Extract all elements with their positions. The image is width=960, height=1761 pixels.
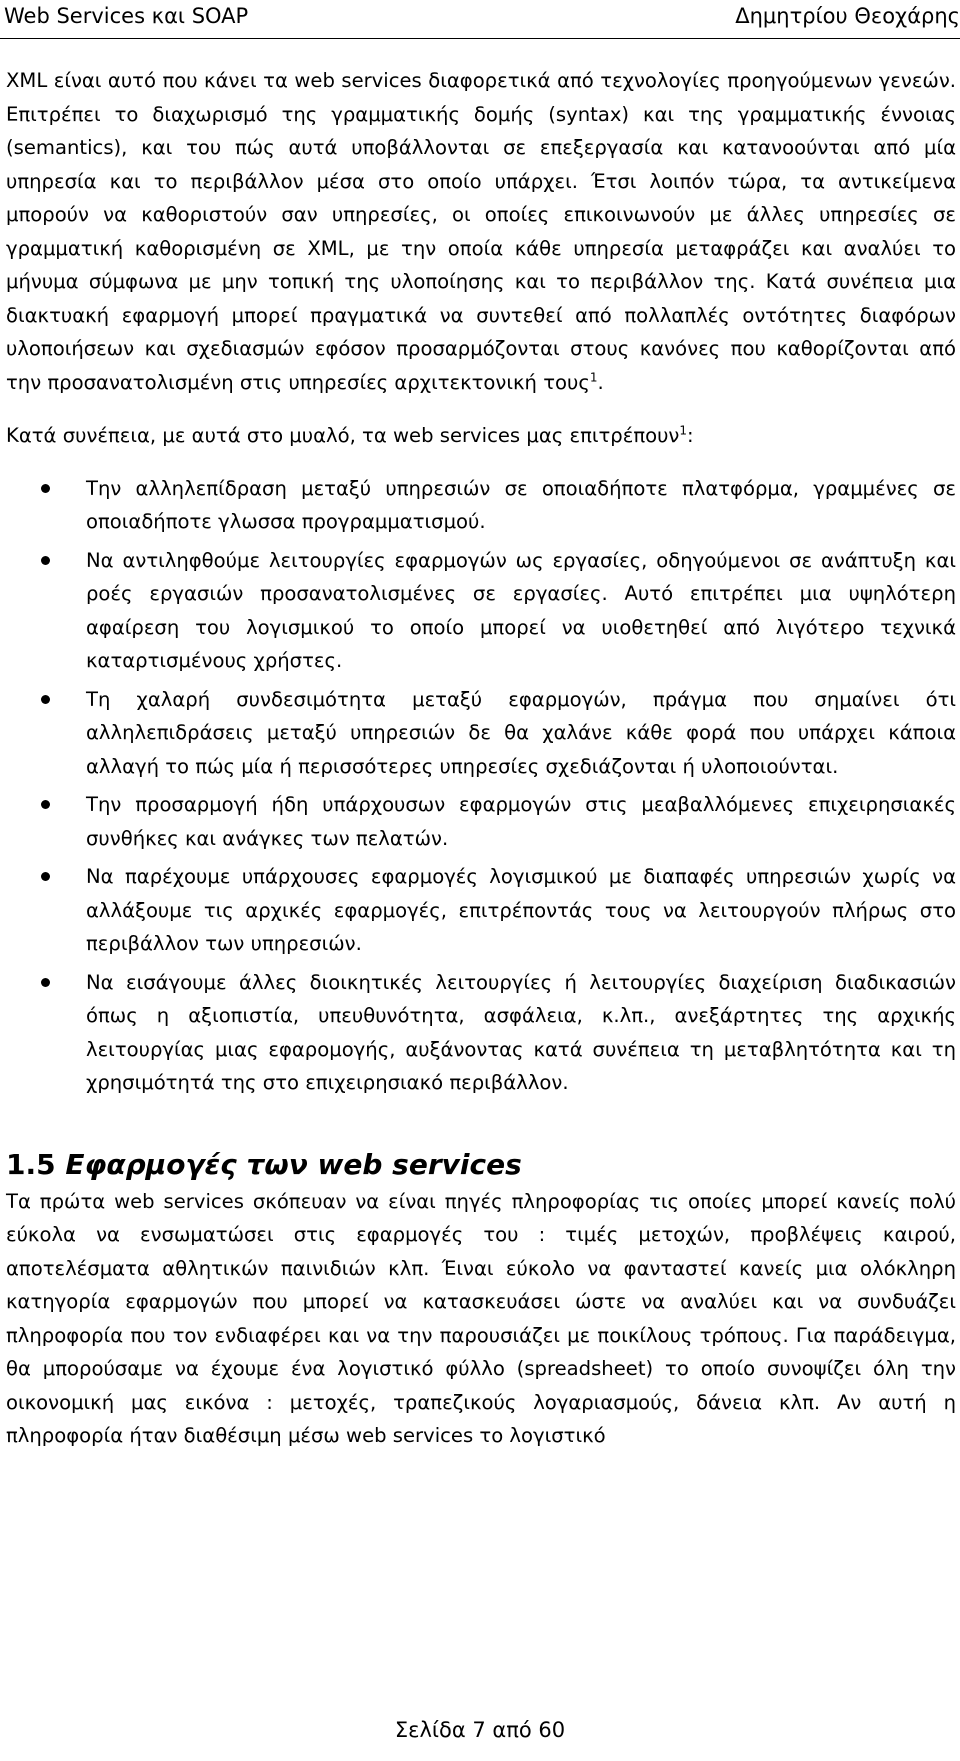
paragraph: Τα πρώτα web services σκόπευαν να είναι πηγές πληροφορίας τις οποίες μπορεί κανείς πολύ εύκολα να ενσωματώσει στις εφαρμογές του : τιμές μετοχών, προβλέψεις καιρού, αποτελέσματα αθλητικών παινιδιών κλπ. Έιναι εύκολο να φανταστεί κανείς μια ολόκληρη κατηγορία εφαρμογών που μπορεί να κατασκευάσει ώστε να αναλύει και να συνδυάζει πληροφορία που τον ενδιαφέρει και να την παρουσιάζει με ποικίλους τρόπους. Για παράδειγμα, θα μπορούσαμε να έχουμε ένα λογιστικό φύλλο (spreadsheet) το οποίο συνοψίζει όλη την οικονομική μας εικόνα : μετοχές, τραπεζικούς λογαριασμούς, δάνεια κλπ. Αν αυτή η πληροφορία ήταν διαθέσιμη μέσω web services το λογιστικό bbox=[6, 1189, 956, 1447]
header-author: Δημητρίου Θεοχάρης bbox=[735, 4, 960, 28]
list-item-text: Να εισάγουμε άλλες διοικητικές λειτουργίες ή λειτουργίες διαχείριση διαδικασιών όπως η αξιοπιστία, υπευθυνότητα, ασφάλεια, κ.λπ., ανεξάρτητες της αρχικής λειτουργίας μιας εφαρομογής, αυξάνοντας κατά συνέπεια τη μεταβλητότητα και τη χρησιμότητά της στο επιχειρησιακό περιβάλλον. bbox=[86, 970, 956, 1094]
section-heading bbox=[6, 1148, 956, 1182]
bullet-icon bbox=[41, 800, 50, 809]
bullet-icon bbox=[41, 695, 50, 704]
bullet-list bbox=[6, 472, 956, 1100]
footnote-ref: 1 bbox=[589, 369, 598, 384]
footnote-ref: 1 bbox=[679, 423, 688, 438]
paragraph-text: XML είναι αυτό που κάνει τα web services διαφορετικά από τεχνολογίες προηγούμενων γενεών. Επιτρέπει το διαχωρισμό της γραμματικής δομής (syntax) και της γραμματικής έννοιας (semantics), και του πώς αυτά υποβάλλονται σε επεξεργασία και κατανοούνται από μία υπηρεσία και το περιβάλλον μέσα στο οποίο υπάρχει. Έτσι λοιπόν τώρα, τα αντικείμενα μπορούν να καθοριστούν σαν υπηρεσίες, οι οποίες επικοινωνούν με άλλες υπηρεσίες σε γραμματική καθορισμένη σε XML, με την οποία κάθε υπηρεσία μεταφράζει και αναλύει το μήνυμα σύμφωνα με μην τοπική της υλοποίησης και το περιβάλλον της. Κατά συνέπεια μια διακτυακή εφαρμογή μπορεί πραγματικά να συντεθεί από πολλαπλές οντότητες διαφόρων υλοποιήσεων και σχεδιασμών εφόσον προσαρμόζονται στους κανόνες που καθορίζονται από την προσανατολισμένη στις υπηρεσίες αρχιτεκτονική τους bbox=[6, 69, 956, 394]
list-item bbox=[6, 860, 956, 961]
paragraph-text: Κατά συνέπεια, με αυτά στο μυαλό, τα web services μας επιτρέπουν bbox=[6, 424, 680, 447]
list-item-text: Να αντιληφθούμε λειτουργίες εφαρμογών ως εργασίες, οδηγούμενοι σε ανάπτυξη και ροές εργασιών προσανατολισμένες σε εργασίες. Αυτό επιτρέπει μια υψηλότερη αφαίρεση του λογισμικού το οποίο μπορεί να υιοθετηθεί από λιγότερο τεχνικά καταρτισμένους χρήστες. bbox=[86, 548, 956, 672]
list-item bbox=[6, 966, 956, 1100]
bullet-icon bbox=[41, 556, 50, 565]
list-item-text: Την προσαρμογή ήδη υπάρχουσων εφαρμογών στις μεαβαλλόμενες επιχειρησιακές συνθήκες και ανάγκες των πελατών. bbox=[86, 793, 956, 850]
paragraph bbox=[6, 419, 956, 453]
section-title: Εφαρμογές των web services bbox=[65, 1147, 522, 1181]
page-footer: Σελίδα 7 από 60 bbox=[394, 1718, 566, 1742]
bullet-icon bbox=[41, 872, 50, 881]
header-title: Web Services και SOAP bbox=[4, 4, 249, 28]
list-item bbox=[6, 544, 956, 678]
paragraph bbox=[6, 64, 956, 399]
bullet-icon bbox=[41, 978, 50, 987]
list-item bbox=[6, 472, 956, 539]
list-item-text: Να παρέχουμε υπάρχουσες εφαρμογές λογισμικού με διαπαφές υπηρεσιών χωρίς να αλλάξουμε τις αρχικές εφαρμογές, επιτρέποντάς τους να λειτουργούν πλήρως στο περιβάλλον των υπηρεσιών. bbox=[86, 865, 956, 955]
section-number: 1.5 bbox=[6, 1147, 56, 1181]
page-body bbox=[6, 64, 956, 1453]
list-item-text: Την αλληλεπίδραση μεταξύ υπηρεσιών σε οποιαδήποτε πλατφόρμα, γραμμένες σε οποιαδήποτε γλωσσα προγραμματισμού. bbox=[86, 476, 956, 533]
list-item bbox=[6, 683, 956, 784]
list-item bbox=[6, 788, 956, 855]
page-header bbox=[0, 0, 960, 39]
bullet-icon bbox=[41, 484, 50, 493]
paragraph-end: . bbox=[597, 370, 604, 394]
paragraph-end: : bbox=[687, 424, 694, 447]
list-item-text: Τη χαλαρή συνδεσιμότητα μεταξύ εφαρμογών, πράγμα που σημαίνει ότι αλληλεπιδράσεις μεταξύ υπηρεσιών δε θα χαλάνε κάθε φορά που υπάρχει κάποια αλλαγή το πώς μία ή περισσότερες υπηρεσίες σχεδιάζονται ή υλοποιούνται. bbox=[86, 687, 956, 778]
